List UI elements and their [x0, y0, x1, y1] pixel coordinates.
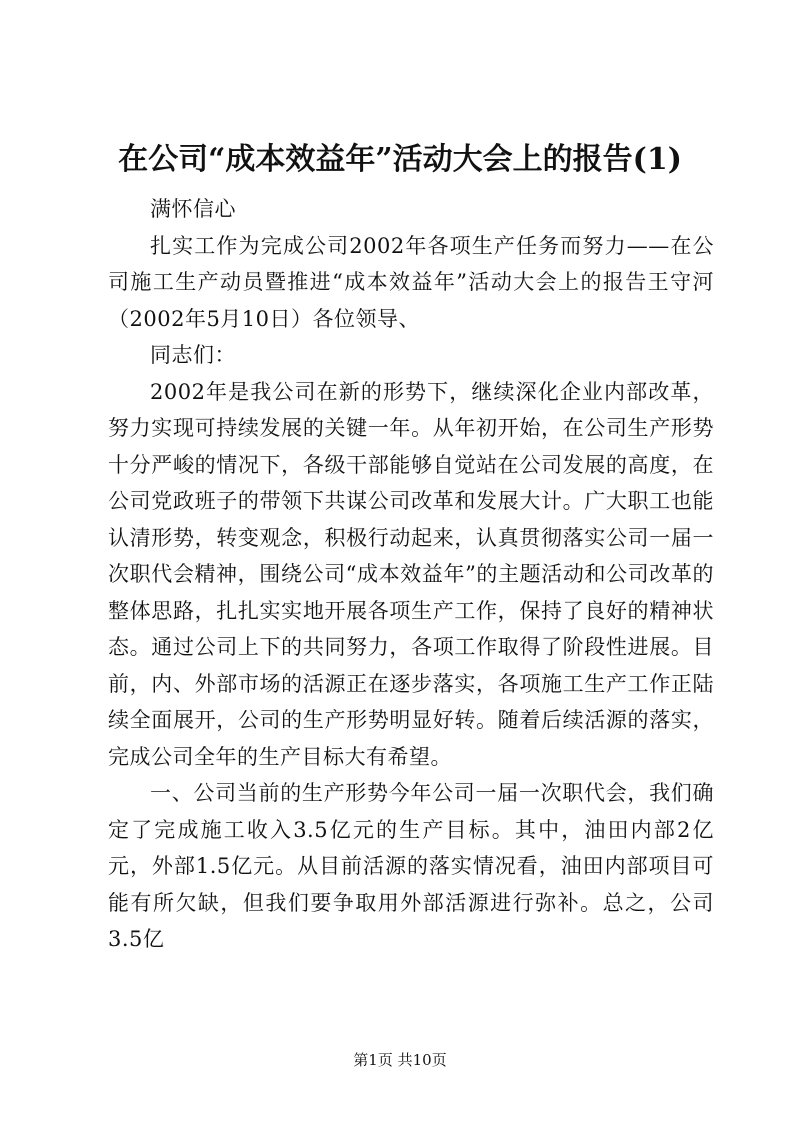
- document-title: 在公司“成本效益年”活动大会上的报告(1): [118, 142, 682, 177]
- document-body: [108, 191, 714, 958]
- page-number-label: 第1页 共10页: [353, 1051, 447, 1069]
- paragraph-section-one: 一、公司当前的生产形势今年公司一届一次职代会，我们确定了完成施工收入3.5亿元的生产目标。其中，油田内部2亿元，外部1.5亿元。从目前活源的落实情况看，油田内部项目可能有所欠缺，但我们要争取用外部活源进行弥补。总之，公司3.5亿: [108, 781, 714, 951]
- paragraph-salutation: 同志们：: [150, 343, 236, 367]
- paragraph-greeting: 满怀信心: [150, 197, 236, 221]
- page-footer: [0, 1050, 800, 1070]
- paragraph-intro: 2002年是我公司在新的形势下，继续深化企业内部改革，努力实现可持续发展的关键一年。从年初开始，在公司生产形势十分严峻的情况下，各级干部能够自觉站在公司发展的高度，在公司党政班子的带领下共谋公司改革和发展大计。广大职工也能认清形势，转变观念，积极行动起来，认真贯彻落实公司一届一次职代会精神，围绕公司“成本效益年”的主题活动和公司改革的整体思路，扎扎实实地开展各项生产工作，保持了良好的精神状态。通过公司上下的共同努力，各项工作取得了阶段性进展。目前，内、外部市场的活源正在逐步落实，各项施工生产工作正陆续全面展开，公司的生产形势明显好转。随着后续活源的落实，完成公司全年的生产目标大有希望。: [108, 379, 714, 769]
- paragraph-subtitle: 扎实工作为完成公司2002年各项生产任务而努力——在公司施工生产动员暨推进“成本效益年”活动大会上的报告王守河（2002年5月10日）各位领导、: [108, 233, 714, 331]
